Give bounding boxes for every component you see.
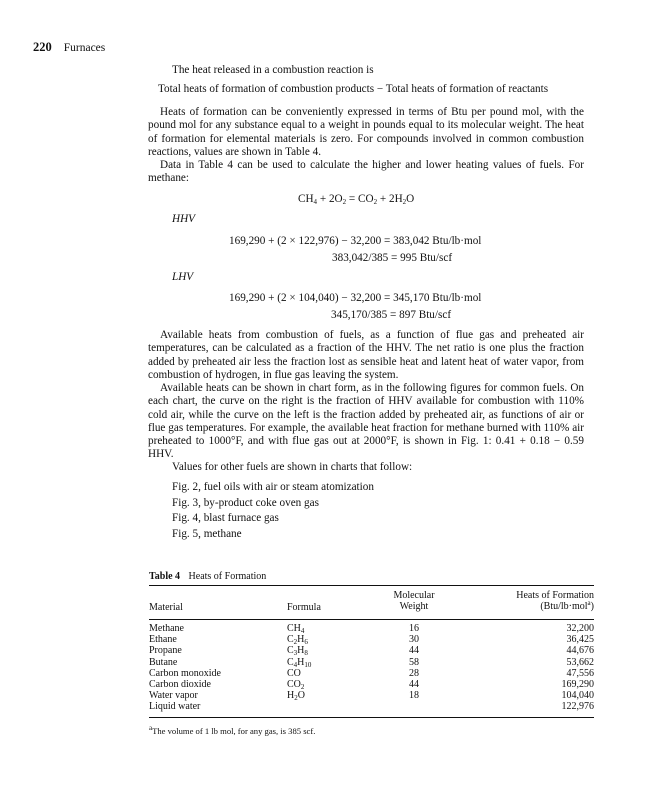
formula-subscript: 2 (300, 683, 305, 692)
formula-part: H (297, 656, 305, 668)
table-row (149, 701, 594, 712)
hhv-label: HHV (172, 213, 195, 225)
formula-part: H (297, 634, 305, 646)
product-water-o: O (406, 193, 415, 205)
subscript: 2 (342, 198, 347, 206)
cell-formula (287, 668, 383, 679)
cell-heat-of-formation: 47,556 (566, 667, 594, 679)
formula-part: CO (287, 667, 301, 679)
column-header-formula: Formula (287, 602, 321, 613)
table-row (149, 657, 594, 668)
reactant-methane: CH (298, 193, 314, 205)
cell-molecular-weight: 16 (409, 623, 419, 634)
hhv-equation-2: 383,042/385 = 995 Btu/scf (332, 252, 453, 264)
table-header (149, 588, 594, 618)
lhv-equation-1: 169,290 + (2 × 104,040) − 32,200 = 345,170 Btu/lb·mol (229, 292, 482, 304)
formula-part: C (287, 634, 294, 646)
page-number: 220 (33, 40, 52, 54)
table-row (149, 623, 594, 634)
formula-part: H (287, 690, 295, 702)
product-co2: = CO (348, 193, 374, 205)
formula-part: C (287, 656, 294, 668)
hf-unit-close: ) (590, 601, 594, 612)
column-header-hf-line1: Heats of Formation (516, 590, 594, 601)
cell-molecular-weight: 28 (409, 667, 419, 679)
cell-molecular-weight (383, 701, 445, 712)
cell-molecular-weight: 30 (409, 634, 419, 646)
cell-material: Liquid water (149, 701, 201, 713)
table-label: Table 4 (149, 571, 181, 582)
table-top-rule (149, 585, 594, 586)
formula-subscript: 4 (300, 627, 305, 635)
reactant-oxygen: + 2O (319, 193, 343, 205)
formula-part: CH (287, 623, 301, 634)
subscript: 2 (402, 198, 407, 206)
paragraph-heats-of-formation: Heats of formation can be conveniently expressed in terms of Btu per pound mol, with the pound mol for any substance equal to a weight in pounds equal to its molecular weight. The heat of formation for elemental materials is zero. For compounds involved in common combustion reactions, values are shown in Table 4. (148, 106, 584, 158)
cell-heat-of-formation: 122,976 (561, 701, 594, 713)
table-body (149, 623, 594, 713)
product-water: + 2H (379, 193, 403, 205)
table-title: Heats of Formation (188, 571, 267, 582)
formula-subscript: 10 (304, 660, 312, 669)
formula-part: O (297, 690, 305, 702)
table-row (149, 668, 594, 679)
footnote-marker: a (149, 724, 153, 732)
cell-formula (287, 634, 383, 645)
page-header (33, 38, 105, 56)
paragraph-chart-form: Available heats can be shown in chart form, as in the following figures for common fuels. On each chart, the curve on the right is the fraction of HHV available for combustion with 110% cold air, while the curve on the left is the fraction added by preheated air, as functions of air or flue gas temperatures. For example, the available heat fraction for methane burned with 110% air preheated to 1000°F, and with flue gas out at 2000°F, is shown in Fig. 1: 0.41 + 0.18 − 0.59 HHV. (148, 382, 584, 461)
running-title: Furnaces (63, 42, 106, 54)
table-header-rule (149, 619, 594, 620)
list-item: Fig. 3, by-product coke oven gas (172, 496, 319, 509)
cell-formula (287, 623, 383, 634)
cell-heat-of-formation: 169,290 (561, 679, 594, 691)
cell-molecular-weight: 44 (409, 645, 419, 657)
cell-material: Methane (149, 623, 184, 634)
formula-subscript: 3 (293, 649, 298, 658)
cell-formula (287, 645, 383, 656)
formula-part: C (287, 645, 294, 657)
hhv-equation-1: 169,290 + (2 × 122,976) − 32,200 = 383,042 Btu/lb·mol (229, 235, 482, 247)
paragraph-data-table4: Data in Table 4 can be used to calculate the higher and lower heating values of fuels. For methane: (148, 159, 584, 185)
list-item: Fig. 2, fuel oils with air or steam atomization (172, 481, 374, 493)
cell-formula (287, 690, 383, 701)
formula-part: H (297, 645, 305, 657)
cell-molecular-weight: 44 (409, 679, 419, 691)
table-footnote (149, 726, 315, 736)
table-row (149, 645, 594, 656)
table-row (149, 679, 594, 690)
footnote-marker: a (587, 599, 591, 607)
cell-material: Carbon monoxide (149, 667, 221, 679)
heat-release-formula: Total heats of formation of combustion products − Total heats of formation of reactants (158, 83, 549, 95)
paragraph-available-heats: Available heats from combustion of fuels, as a function of flue gas and preheated air temperatures, can be calculated as a fraction of the HHV. The net ratio is one plus the fraction added by preheated air less the fraction lost as sensible heat and latent heat of water vapor, from combustion of hydrogen, in flue gas leaving the system. (148, 329, 584, 381)
cell-heat-of-formation: 32,200 (566, 623, 594, 634)
cell-material: Water vapor (149, 690, 198, 702)
column-header-material: Material (149, 602, 183, 613)
column-header-mw-line2: Weight (399, 601, 429, 612)
cell-heat-of-formation: 36,425 (566, 634, 594, 646)
intro-text: The heat released in a combustion reaction is (172, 64, 374, 76)
cell-material: Butane (149, 656, 178, 668)
formula-subscript: 8 (304, 649, 308, 658)
subscript: 4 (313, 198, 318, 206)
column-header-mw-line1: Molecular (393, 590, 435, 601)
table-bottom-rule (149, 717, 594, 718)
formula-subscript: 6 (304, 638, 308, 647)
cell-formula (287, 657, 383, 668)
column-header-heat-of-formation (484, 590, 594, 612)
formula-part: CO (287, 679, 301, 691)
paragraph-other-fuels: Values for other fuels are shown in charts that follow: (172, 461, 413, 473)
table-row (149, 634, 594, 645)
cell-molecular-weight: 18 (409, 690, 419, 702)
formula-subscript: 2 (293, 638, 298, 647)
list-item: Fig. 4, blast furnace gas (172, 512, 279, 525)
cell-molecular-weight: 58 (409, 656, 419, 668)
cell-material: Propane (149, 645, 182, 657)
table-caption (149, 571, 266, 582)
figure-list (172, 480, 374, 543)
cell-heat-of-formation: 53,662 (566, 656, 594, 668)
formula-subscript: 2 (294, 694, 298, 703)
table-row (149, 690, 594, 701)
subscript: 2 (373, 198, 378, 206)
column-header-mw (383, 590, 445, 612)
lhv-equation-2: 345,170/385 = 897 Btu/scf (331, 309, 452, 321)
cell-material: Ethane (149, 634, 177, 646)
list-item: Fig. 5, methane (172, 528, 242, 541)
methane-combustion-equation (298, 193, 414, 205)
cell-material: Carbon dioxide (149, 679, 211, 691)
cell-formula (287, 679, 383, 690)
hf-unit: (Btu/lb·mol (540, 601, 588, 612)
cell-heat-of-formation: 44,676 (566, 645, 594, 657)
column-header-hf-line2 (484, 601, 594, 612)
heats-of-formation-table (149, 623, 594, 713)
formula-subscript: 4 (293, 660, 298, 669)
cell-heat-of-formation: 104,040 (561, 690, 594, 702)
cell-formula (287, 701, 383, 712)
footnote-text: The volume of 1 lb mol, for any gas, is 385 scf. (152, 726, 316, 736)
lhv-label: LHV (172, 271, 194, 283)
